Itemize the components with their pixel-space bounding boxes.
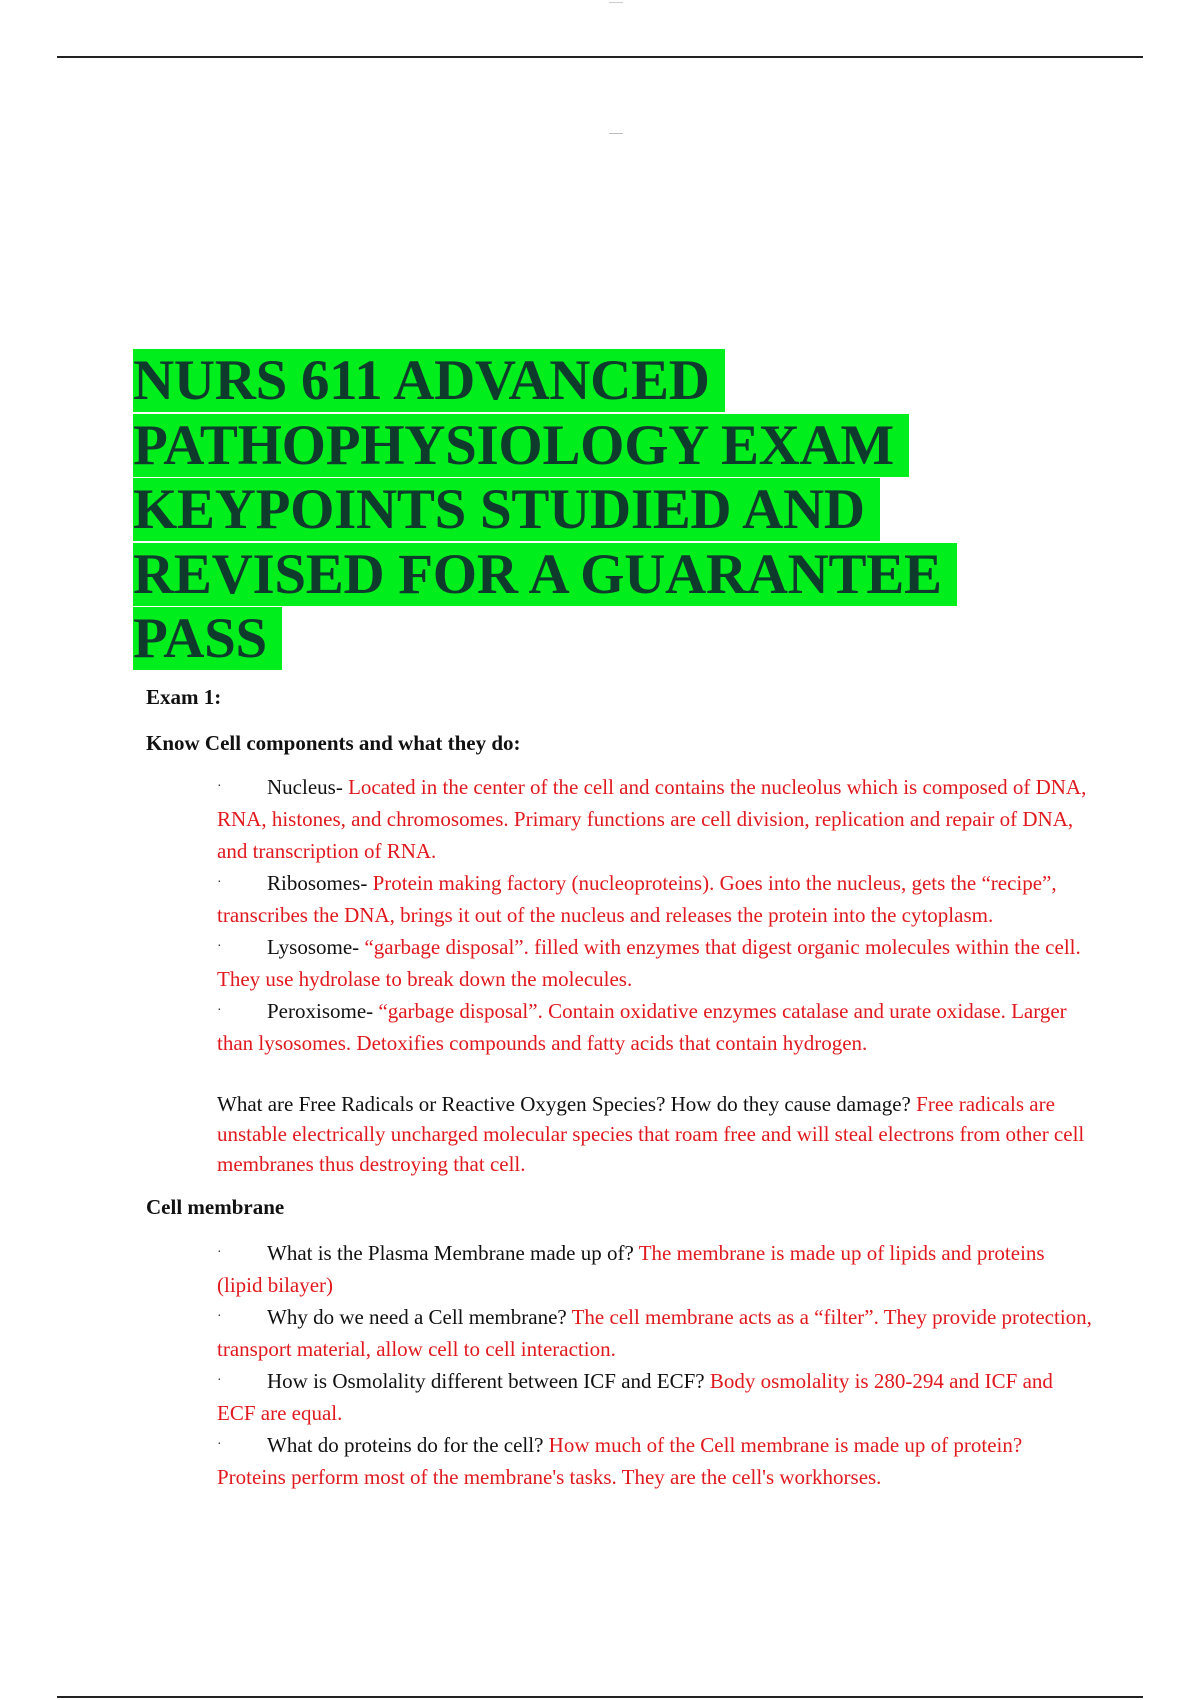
title-line: REVISED FOR A GUARANTEE bbox=[133, 543, 957, 606]
item-term: What do proteins do for the cell? bbox=[267, 1433, 549, 1457]
item-term: Nucleus- bbox=[267, 775, 349, 799]
item-term: Peroxisome- bbox=[267, 999, 379, 1023]
list-item bbox=[217, 1237, 1093, 1301]
title-line: NURS 611 ADVANCED bbox=[133, 349, 725, 412]
item-answer: “garbage disposal”. Contain oxidative enzymes catalase and urate oxidase. Larger than lysosomes. Detoxifies compounds and fatty acids that contain hydrogen. bbox=[217, 999, 1067, 1055]
bullet-icon: · bbox=[217, 939, 222, 954]
bullet-icon: · bbox=[217, 875, 222, 890]
item-term: How is Osmolality different between ICF and ECF? bbox=[267, 1369, 710, 1393]
item-answer: The membrane is made up of lipids and proteins (lipid bilayer) bbox=[217, 1241, 1045, 1297]
cell-membrane-list bbox=[217, 1237, 1093, 1493]
list-item bbox=[217, 867, 1093, 931]
question-text: What are Free Radicals or Reactive Oxygen Species? How do they cause damage? bbox=[217, 1092, 917, 1116]
item-term: What is the Plasma Membrane made up of? bbox=[267, 1241, 639, 1265]
cell-components-heading: Know Cell components and what they do: bbox=[146, 731, 521, 755]
bullet-icon: · bbox=[217, 1003, 222, 1018]
list-item bbox=[217, 1365, 1093, 1429]
item-term: Lysosome- bbox=[267, 935, 365, 959]
bullet-icon: · bbox=[217, 1245, 222, 1260]
page-mark bbox=[609, 133, 623, 134]
answer-text: Free radicals are unstable electrically uncharged molecular species that roam free and will steal electrons from other cell membranes thus destroying that cell. bbox=[217, 1092, 1085, 1176]
exam-heading: Exam 1: bbox=[146, 685, 222, 709]
header-mark bbox=[609, 2, 623, 3]
bullet-icon: · bbox=[217, 1309, 222, 1324]
item-answer: Protein making factory (nucleoproteins). Goes into the nucleus, gets the “recipe”, transcribes the DNA, brings it out of the nucleus and releases the protein into the cytoplasm. bbox=[217, 871, 1057, 927]
title-line: PASS bbox=[133, 607, 282, 670]
list-item bbox=[217, 1429, 1093, 1493]
document-title bbox=[133, 349, 993, 672]
item-term: Why do we need a Cell membrane? bbox=[267, 1305, 572, 1329]
list-item bbox=[217, 771, 1093, 867]
title-line: KEYPOINTS STUDIED AND bbox=[133, 478, 880, 541]
cell-components-list bbox=[217, 771, 1093, 1059]
header-rule bbox=[57, 56, 1143, 58]
bullet-icon: · bbox=[217, 779, 222, 794]
bullet-icon: · bbox=[217, 1373, 222, 1388]
footer-rule bbox=[57, 1696, 1143, 1698]
document-body bbox=[146, 681, 1092, 1493]
list-item bbox=[217, 1301, 1093, 1365]
item-answer: Located in the center of the cell and contains the nucleolus which is composed of DNA, RNA, histones, and chromosomes. Primary functions are cell division, replication and repair of DNA, and transcription of RNA. bbox=[217, 775, 1087, 863]
item-answer: Body osmolality is 280-294 and ICF and ECF are equal. bbox=[217, 1369, 1053, 1425]
list-item bbox=[217, 931, 1093, 995]
cell-membrane-heading: Cell membrane bbox=[146, 1195, 285, 1219]
bullet-icon: · bbox=[217, 1437, 222, 1452]
item-answer: “garbage disposal”. filled with enzymes that digest organic molecules within the cell. They use hydrolase to break down the molecules. bbox=[217, 935, 1081, 991]
item-answer: How much of the Cell membrane is made up of protein? Proteins perform most of the membrane's tasks. They are the cell's workhorses. bbox=[217, 1433, 1023, 1489]
title-line: PATHOPHYSIOLOGY EXAM bbox=[133, 414, 909, 477]
list-item bbox=[217, 995, 1093, 1059]
free-radicals-paragraph bbox=[217, 1089, 1093, 1179]
item-term: Ribosomes- bbox=[267, 871, 373, 895]
item-answer: The cell membrane acts as a “filter”. They provide protection, transport material, allow cell to cell interaction. bbox=[217, 1305, 1092, 1361]
